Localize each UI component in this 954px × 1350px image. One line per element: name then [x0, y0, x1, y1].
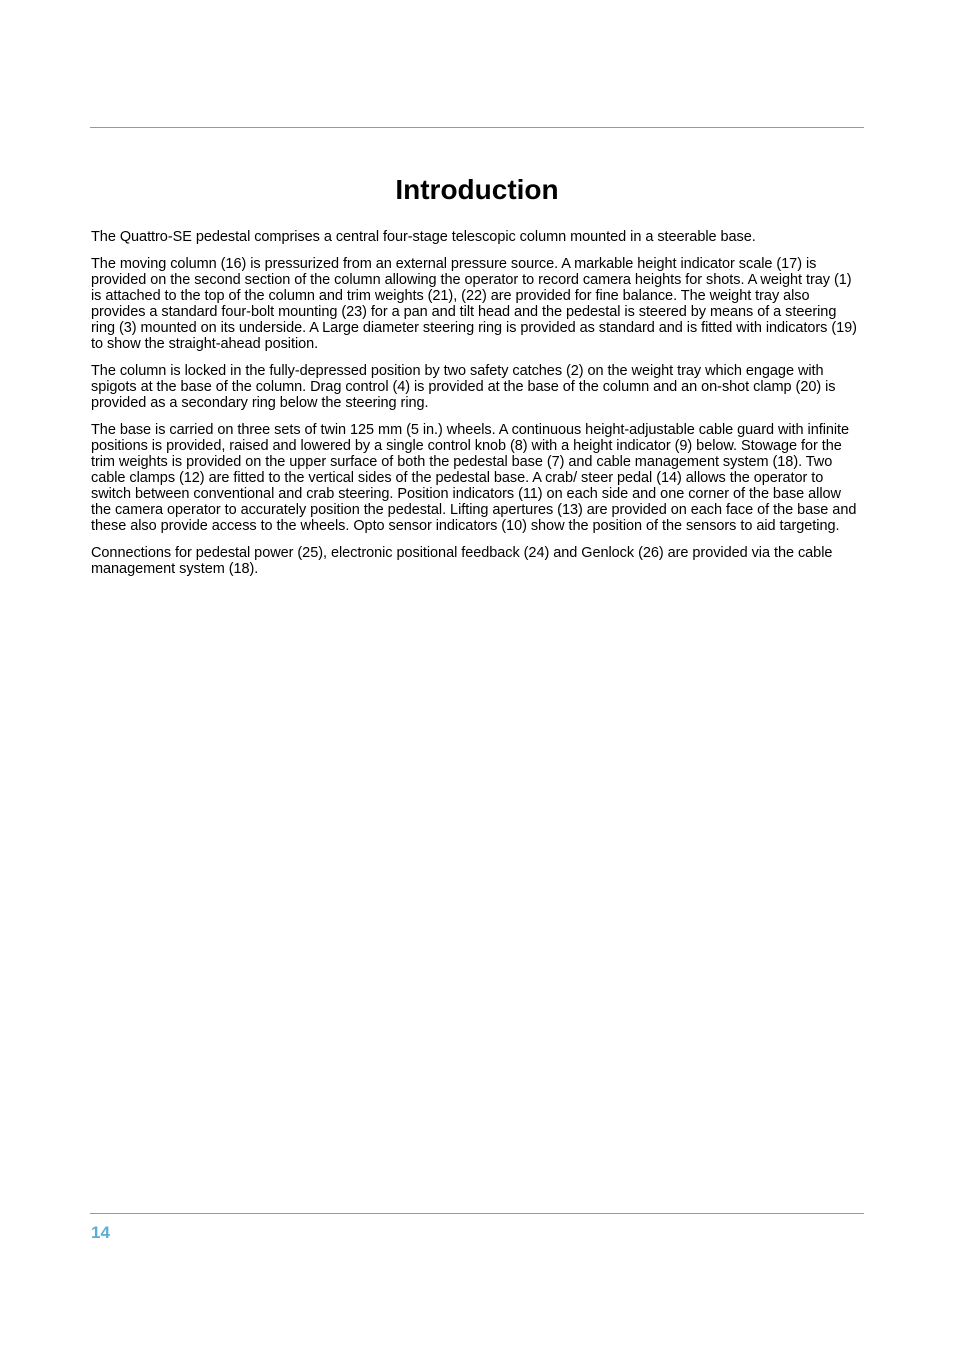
paragraph-connections: Connections for pedestal power (25), electronic positional feedback (24) and Genlock (26) are provided via the cable management system (18).	[91, 545, 833, 577]
paragraph-base: The base is carried on three sets of twin 125 mm (5 in.) wheels. A continuous height-adjustable cable guard with infinite positions is provided, raised and lowered by a single control knob (8) with a height indicator (9) below. Stowage for the trim weights is provided on the upper surface of both the pedestal base (7) and cable management system (18). Two cable clamps (12) are fitted to the vertical sides of the pedestal base. A crab/ steer pedal (14) allows the operator to switch between conventional and crab steering. Position indicators (11) on each side and one corner of the base allow the camera operator to accurately position the pedestal. Lifting apertures (13) are provided on each face of the base and these also provide access to the wheels. Opto sensor indicators (10) show the position of the sensors to aid targeting.	[91, 422, 857, 534]
paragraph-moving-column: The moving column (16) is pressurized from an external pressure source. A markable height indicator scale (17) is provided on the second section of the column allowing the operator to record camera heights for shots. A weight tray (1) is attached to the top of the column and trim weights (21), (22) are provided for fine balance. The weight tray also provides a standard four-bolt mounting (23) for a pan and tilt head and the pedestal is steered by means of a steering ring (3) mounted on its underside. A Large diameter steering ring is provided as standard and is fitted with indicators (19) to show the straight-ahead position.	[91, 256, 857, 352]
footer-rule	[90, 1213, 864, 1214]
paragraph-overview: The Quattro-SE pedestal comprises a central four-stage telescopic column mounted in a steerable base.	[91, 229, 756, 245]
page-title: Introduction	[395, 174, 559, 205]
body-text	[91, 229, 863, 588]
paragraph-column-lock: The column is locked in the fully-depressed position by two safety catches (2) on the weight tray which engage with spigots at the base of the column. Drag control (4) is provided at the base of the column and an on-shot clamp (20) is provided as a secondary ring below the steering ring.	[91, 363, 836, 411]
page-number: 14	[91, 1223, 110, 1242]
header-rule	[90, 127, 864, 128]
